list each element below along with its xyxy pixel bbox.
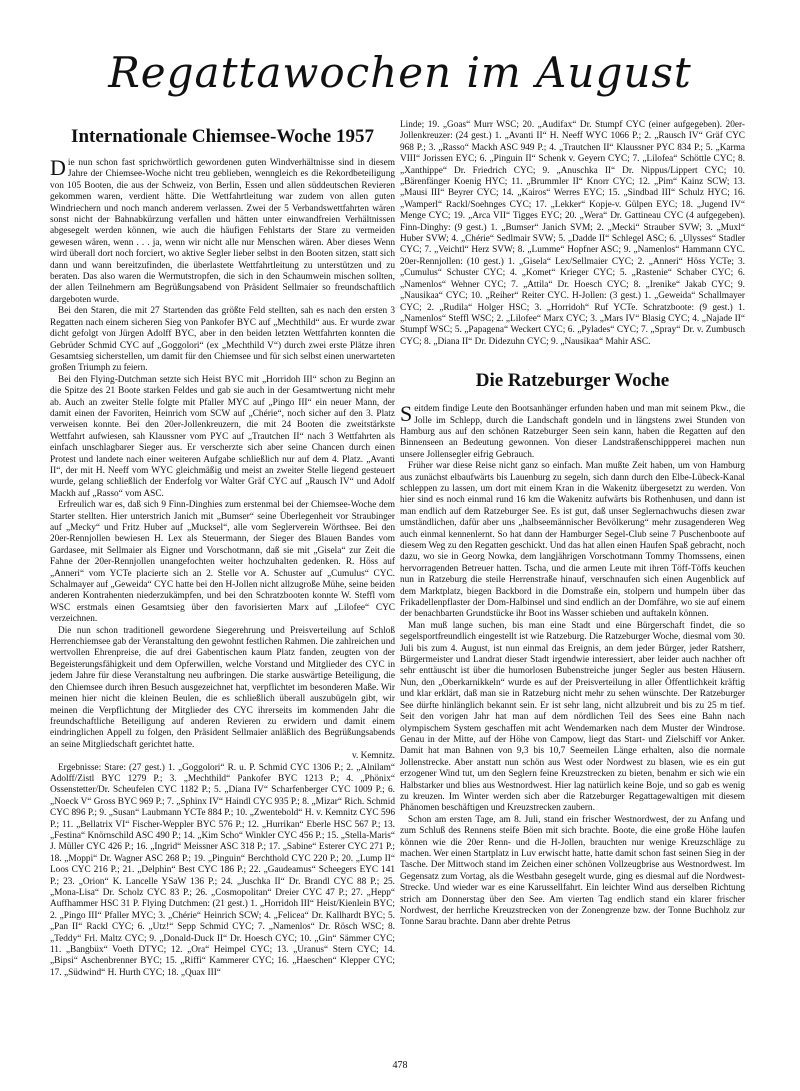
page-number: 478: [392, 1060, 408, 1071]
article-paragraph: Die nun schon fast sprichwörtlich gewordenen guten Windverhältnisse sind in diesem Jahre der Chiemsee-Woche nicht treu geblieben, wenngleich es die Rekordbeteiligung von 105 Booten, die aus der Schweiz, von Berlin, Essen und allen süddeutschen Revieren gekommen waren, verdient hätte. Die Wettfahrtleitung war zudem von allen guten Windriechern und noch manch anderem verlassen. Zwei der 5 Verbandswettfahrten wären sonst nicht der Bahnabkürzung verfallen und hätten unter einwandfreien Verhältnissen abgesegelt werden können, wie auch die häufigen Fehlstarts der Stare zu vermeiden gewesen wären, wenn . . . ja, wenn wir nicht alle nur Menschen wären. Aber dieses Wenn wird überall dort noch forciert, wo aktive Segler lieber selbst in den Booten sitzen, statt sich dann und wann bereitzufinden, die überlastete Wettfahrtleitung zu unterstützen und zu beraten. Das also waren die Wermutstropfen, die sich in den Schaumwein mischen sollten, der allen Teilnehmern am Begrüßungsabend von Präsident Sellmaier so freundschaftlich dargeboten wurde.: [50, 155, 395, 305]
results-list: Ergebnisse: Stare: (27 gest.) 1. „Goggolori“ R. u. P. Schmid CYC 1306 P.; 2. „Alnilam“ Adolff/Zistl BYC 1279 P.; 3. „Mechthild“ Pankofer BYC 1213 P.; 4. „Phönix“ Ossenstetter/Dr. Scheufelen CYC 1182 P.; 5. „Diana IV“ Scharfenberger CYC 1009 P.; 6. „Noeck V“ Gross BYC 969 P.; 7. „Sphinx IV“ Haindl CYC 935 P.; 8. „Mizar“ Rich. Schmid CYC 896 P.; 9. „Susan“ Laubmann YCTe 884 P.; 10. „Zwentebold“ H. v. Kemnitz CYC 596 P.; 11. „Bellatrix VI“ Fischer-Weppler BYC 576 P.; 12. „Hurrikan“ Eberle HSC 567 P.; 13. „Festina“ Knörnschild ASC 490 P.; 14. „Kim Scho“ Winkler CYC 456 P.; 15. „Stella-Maris“ J. Müller CYC 426 P.; 16. „Ingrid“ Meissner ASC 318 P.; 17. „Sabine“ Esterer CYC 271 P.; 18. „Moppi“ Dr. Wagner ASC 268 P.; 19. „Pinguin“ Berchthold CYC 220 P.; 20. „Lump II“ Loos CYC 216 P.; 21. „Delphin“ Best CYC 186 P.; 22. „Gaudeamus“ Scheegers EYC 141 P.; 23. „Orion“ K. Lancelle YSaW 136 P.; 24. „Juschka II“ Dr. Brandl CYC 88 P.; 25. „Mona-Lisa“ Dr. Scholz CYC 83 P.; 26. „Cosmopolitan“ Dreier CYC 47 P.; 27. „Hepp“ Auffhammer HSC 31 P. Flying Dutchmen: (21 gest.) 1. „Horridoh III“ Heist/Kienlein BYC; 2. „Pingo III“ Pfaller MYC; 3. „Chérie“ Heinrich SCW; 4. „Felicea“ Dr. Kallhardt BYC; 5. „Pan II“ Rackl CYC; 6. „Utz!“ Sepp Schmid CYC; 7. „Namenlos“ Dr. Rösch WSC; 8. „Teddy“ Frl. Maltz CYC; 9. „Donald-Duck II“ Dr. Hoesch CYC; 10. „Gin“ Sämmer CYC; 11. „Bangbüx“ Voeth DTYC; 12. „Ora“ Heimpel CYC; 13. „Uranus“ Stern CYC; 14. „Bipsi“ Aschenbrenner BYC; 15. „Riffi“ Kammerer CYC; 16. „Haeschen“ Klepper CYC; 17. „Südwind“ H. Hurth CYC; 18. „Quax III“: [50, 762, 395, 978]
article-paragraph: Man muß lange suchen, bis man eine Stadt und eine Bürgerschaft findet, die so segelsportfreundlich eingestellt ist wie Ratzeburg. Die Ratzeburger Woche, diesmal vom 30. Juli bis zum 4. August, ist nun einmal das Ereignis, an dem jeder Bürger, jeder Ratsherr, Bürgermeister und Landrat dieser Stadt irgendwie interessiert, aber leider auch nachher oft sehr enttäuscht ist über die humorlosen Bubenstreiche junger Segler aus besten Häusern. Nun, den „Oberkarnikkeln“ wurde es auf der Preisverteilung in aller Öffentlichkeit kräftig und klar erklärt, daß man sie in Ratzeburg nicht mehr zu sehen wünschte. Der Ratzeburger See dürfte hinlänglich bekannt sein. Er ist sehr lang, nicht allzubreit und bis zu 25 m tief. Seit den vorigen Jahr hat man auf dem nördlichen Teil des Sees eine Bahn nach olympischem System geschaffen mit acht Wendemarken nach dem Muster der Windrose. Genau in der Mitte, auf der Höhe von Campow, liegt das Start- und Zielschiff vor Anker. Damit hat man Bahnen von 9,3 bis 10,7 Seemeilen Länge erhalten, also die normale Jollenstrecke. Aber anstatt nun schön aus West oder Nordwest zu blasen, wie es ein gut erzogener Wind tut, um den Seglern feine Kreuzstrecken zu bieten, benahm er sich wie ein Halbstarker und blies aus Westnordwest. Hier lag natürlich keine Boje, und so gab es wenig zu kreuzen. Im Winter werden sich aber die Ratzeburger Regattagewaltigen mit diesem Phänomen beschäftigen und Kreuzstrecken zaubern.: [400, 620, 745, 814]
article-paragraph: Die nun schon traditionell gewordene Siegerehrung und Preisverteilung auf Schloß Herrenchiemsee gab der Veranstaltung den gewohnt festlichen Rahmen. Die zahlreichen und wertvollen Ehrenpreise, die auf drei Gabentischen kaum Platz fanden, zeugten von der Begeisterungsfähigkeit und dem Opferwillen, welche Vorstand und Mitglieder des CYC in jedem Jahre für diese Veranstaltung neu aufbringen. Die starke auswärtige Beteiligung, die den Chiemsee durch ihren Besuch ausgezeichnet hat, verpflichtet im besonderen Maße. Wir meinen hier nicht die kleinen Beulen, die es schließlich überall auszubügeln gibt, wir meinen die Verpflichtung der Mitglieder des CYC ihrerseits im kommenden Jahr die freundschaftliche Beteiligung auf anderen Revieren zu erwidern und damit einem eindringlichen Appell zu folgen, den Präsident Sellmaier anläßlich des Begrüßungsabends an seine Mitgliedschaft gerichtet hatte.: [50, 625, 395, 750]
article-paragraph: Erfreulich war es, daß sich 9 Finn-Dinghies zum erstenmal bei der Chiemsee-Woche dem Starter stellten. Hier unterstrich Janich mit „Bumser“ seine Überlegenheit vor Straubinger auf „Mecky“ und Fritz Huber auf „Mucksel“, alle vom Seglerverein Wörthsee. Bei den 20er-Rennjollen bewiesen H. Lex als Steuermann, der Sieger des Blauen Bandes vom Gardasee, mit Sellmaier als Eigner und Vorschotmann, daß sie mit „Gisela“ zur Zeit die Fahne der 20er-Rennjollen unangefochten weiter hochzuhalten gedenken. R. Höss auf „Anneri“ vom YCTe placierte sich an 2. Stelle vor A. Schuster auf „Cumulus“ CYC. Schalmayer auf „Geweida“ CYC hatte bei den H-Jollen nicht allzugroße Mühe, seine beiden anderen Kontrahenten niederzukämpfen, und bei den Schratzbooten konnte W. Steffl vom WSC erstmals einen Gesamtsieg über den favorisierten Marx auf „Lilofee“ CYC verzeichnen.: [50, 500, 395, 625]
article-paragraph: Schon am ersten Tage, am 8. Juli, stand ein frischer Westnordwest, der zu Anfang und zum Schluß des Rennens steife Böen mit sich brachte. Boote, die eine große Höhe laufen können wie die 20er Renn- und die H-Jollen, brauchten nur wenige Kreuzschläge zu machen. Wer einen Startplatz in Luv erwischt hatte, hatte damit schon fast seinen Sieg in der Tasche. Der Mittwoch stand im Zeichen einer schönen Vollzeugbrise aus Westnordwest. Im Gegensatz zum Vortag, als die Westbahn gesegelt wurde, ging es diesmal auf die Nordwest-Strecke. Und wieder war es eine Karussellfahrt. Ein leichter Wind aus derselben Richtung strich am Donnerstag über den See. Am vierten Tag endlich stand ein klarer frischer Nordwest, der herrliche Kreuzstrecken von der Zonengrenze bzw. der Tonne Buchholz zur Tonne Sarau brachte. Dann aber drehte Petrus: [400, 814, 745, 928]
article-title-chiemsee: Internationale Chiemsee-Woche 1957: [71, 126, 374, 147]
article-title-ratzeburg: Die Ratzeburger Woche: [475, 370, 670, 392]
article-paragraph: Bei den Staren, die mit 27 Startenden das größte Feld stellten, sah es nach den ersten 3 Regatten nach einem sicheren Sieg von Pankofer BYC auf „Mechthild“ aus. Er wurde zwar dicht gefolgt von Jürgen Adolff BYC, aber in den beiden letzten Wettfahrten konnten die Gebrüder Schmid CYC auf „Goggolori“ (ex „Mechthild V“) durch zwei erste Plätze ihren Gesamtsieg sicherstellen, um damit für den Chiemsee und für sich selbst einen unerwarteten großen Triumph zu feiern.: [50, 306, 395, 374]
author-signature: v. Kemnitz.: [351, 751, 395, 762]
right-column: [400, 120, 745, 929]
article-paragraph: Früher war diese Reise nicht ganz so einfach. Man mußte Zeit haben, um von Hamburg aus zunächst elbaufwärts bis Lauenburg zu segeln, sich dann durch den Elbe-Lübeck-Kanal schleppen zu lassen, um dort mit einem Kran in die Wakenitz übergesetzt zu werden. Von hier sind es noch einmal rund 16 km die Wakenitz aufwärts bis Rothenhusen, und dann ist man endlich auf dem Ratzeburger See. Es ist gut, daß unser Seglernachwuchs diesen zwar umständlichen, dafür aber uns „halbseemännischer Bevölkerung“ mehr zusagenderen Weg auch einmal kennenlernt. So hat dann der Hamburger Segel-Club seine 7 Puschenboote auf diesem Weg zu den Regatten geschickt. Und das hat allen einen Haufen Spaß gebracht, noch dazu, wo sie in Georg Nowka, dem langjährigen Vorschotmann Tommy Thomssens, einen hervorragenden Betreuer hatten. Tscha, und die armen Leute mit ihren Töff-Töffs keuchen nun in Ratzeburg die steile Herrenstraße hinauf, verschnaufen sich einen Augenblick auf dem Marktplatz, biegen Backbord in die Domstraße ein, stolpern und humpeln über das Frikadellenpflaster der Dom-Halbinsel und sind endlich an der Domfähre, wo sie auf einem der benachbarten Grundstücke ihr Boot ins Wasser schieben und auftakeln können.: [400, 461, 745, 620]
results-list-continued: Linde; 19. „Goas“ Murr WSC; 20. „Audifax“ Dr. Stumpf CYC (einer aufgegeben). 20er-Jollenkreuzer: (24 gest.) 1. „Avanti II“ H. Neeff WYC 1066 P.; 2. „Rausch IV“ Gräf CYC 968 P.; 3. „Rasso“ Mackh ASC 949 P.; 4. „Trautchen II“ Klaussner PYC 834 P.; 5. „Karma VIII“ Jorissen EYC; 6. „Pinguin II“ Schenk v. Geyern CYC; 7. „Lilofea“ Schöttle CYC; 8. „Xanthippe“ Dr. Friedrich CYC; 9. „Anuschka II“ Dr. Nippus/Lippert CYC; 10. „Bärenfänger Koenig HYC; 11. „Brummler II“ Knorr CYC; 12. „Pim“ Kainz SCW; 13. „Mausi III“ Beyrer CYC; 14. „Kairos“ Werres EYC; 15. „Sindbad III“ Schulz HYC; 16. „Wamperl“ Rackl/Soehnges CYC; 17. „Lekker“ Kopje-v. Gülpen EYC; 18. „Jugend IV“ Menge CYC; 19. „Arca VII“ Tigges EYC; 20. „Wera“ Dr. Gattineau CYC (4 aufgegeben). Finn-Dinghy: (9 gest.) 1. „Bumser“ Janich SVM; 2. „Mecki“ Strauber SVW; 3. „Muxl“ Huber SVW; 4. „Chérie“ Sedlmair SVW; 5. „Dadde II“ Schlegel ASC; 6. „Ulysses“ Stadler CYC; 7. „Veichtl“ Herz SVW; 8. „Lumme“ Hopfner ASC; 9. „Namenlos“ Hammann CYC. 20er-Rennjollen: (10 gest.) 1. „Gisela“ Lex/Sellmaier CYC; 2. „Anneri“ Höss YCTe; 3. „Cumulus“ Schuster CYC; 4. „Komet“ Krieger CYC; 5. „Rastenie“ Schaber CYC; 6. „Namenlos“ Wehner CYC; 7. „Attila“ Dr. Hoesch CYC; 8. „Irenike“ Jakab CYC; 9. „Nausikaa“ CYC; 10. „Reiher“ Reiter CYC. H-Jollen: (3 gest.) 1. „Geweida“ Schallmayer CYC; 2. „Rudila“ Holger HSC; 3. „Horridoh“ Ruf YCTe. Schratzboote: (9 gest.) 1. „Namenlos“ Steffl WSC; 2. „Lilofee“ Marx CYC; 3. „Mars IV“ Blasig CYC; 4. „Najade II“ Stumpf WSC; 5. „Papagena“ Weckert CYC; 6. „Pylades“ CYC; 7. „Spray“ Dr. v. Zumbusch CYC; 8. „Diana II“ Dr. Didezuhn CYC; 9. „Nausikaa“ Mahir ASC.: [400, 120, 745, 347]
page-title: Regattawochen im August: [108, 48, 692, 97]
left-column: [50, 118, 395, 979]
article-paragraph: Seitdem findige Leute den Bootsanhänger erfunden haben und man mit seinem Pkw., die Jolle im Schlepp, durch die Landschaft gondeln und in längstens zwei Stunden von Hamburg aus auf den schönen Ratzeburger Seen sein kann, haben die Regatten auf den Binnenseen an Bedeutung gewonnen. Von dieser Landstraßenschippperei machen nun unsere Jollensegler eifrig Gebrauch.: [400, 401, 745, 460]
article-paragraph: Bei den Flying-Dutchman setzte sich Heist BYC mit „Horridoh III“ schon zu Beginn an die Spitze des 21 Boote starken Feldes und gab sie auch in der Gesamtwertung nicht mehr ab. Auch an zweiter Stelle folgte mit Pfaller MYC auf „Pingo III“ ein neuer Mann, der damit einen der Favoriten, Heinrich vom SCW auf „Chérie“, noch sicher auf den 3. Platz verweisen konnte. Bei den 20er-Jollenkreuzern, die mit 24 Booten die zweitstärkste Wettfahrt aufwiesen, sah Klaussner vom PYC auf „Trautchen II“ nach 3 Wettfahrten als einfach unschlagbarer Sieger aus. Er verscherzte sich aber seine Chancen durch einen Protest und landete nach einer weiteren Aufgabe schließlich nur auf dem 4. Platz. „Avanti II“, der mit H. Neeff vom WYC gleichmäßig und meist an zweiter Stelle liegend gesteuert wurde, gelang schließlich der Enderfolg vor Walter Gräf CYC auf „Rausch IV“ und Adolf Mackh auf „Rasso“ vom ASC.: [50, 374, 395, 499]
